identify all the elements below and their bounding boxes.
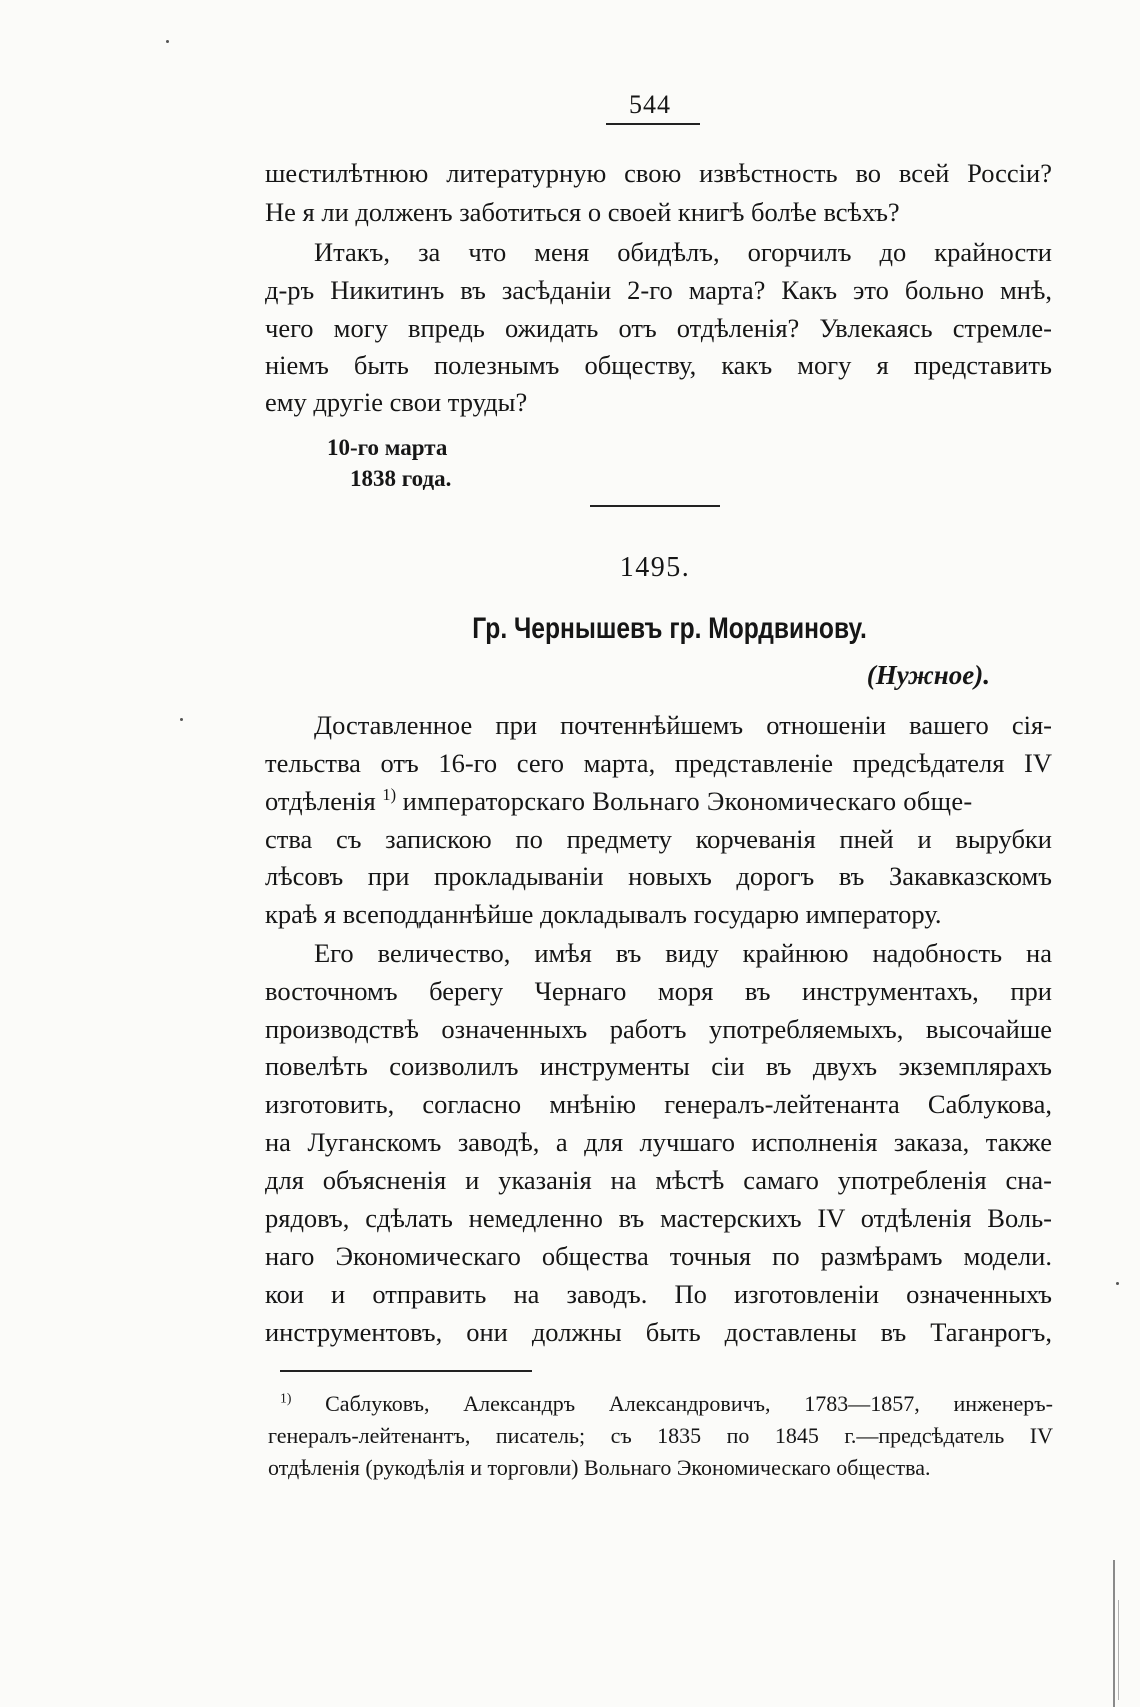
text-line: тельства отъ 16-го сего марта, представленіе предсѣдателя IV [265,748,1052,778]
footnote-text: Саблуковъ, Александръ Александровичъ, 1783—1857, инженеръ- [325,1391,1053,1416]
text-line-with-footnote [265,783,1052,819]
text-line: производствѣ означенныхъ работъ употребляемыхъ, высочайше [265,1014,1052,1044]
text-line: краѣ я всеподданнѣйше докладывалъ государю императору. [265,899,942,929]
scan-speck [180,718,183,721]
text-fragment: отдѣленія [265,786,376,816]
document-subheading: (Нужное). [866,660,990,690]
footnote-line: отдѣленія (рукодѣлія и торговли) Вольнаго Экономическаго общества. [268,1455,931,1480]
text-line: чего могу впредь ожидать отъ отдѣленія? Увлекаясь стремле- [265,313,1052,343]
page-number: 544 [629,90,671,119]
text-line: Его величество, имѣя въ виду крайнюю надобность на [314,938,1052,968]
text-line: ства съ запискою по предмету корчеванія пней и вырубки [265,824,1052,854]
text-line: на Луганскомъ заводѣ, а для лучшаго исполненія заказа, также [265,1127,1052,1157]
page-number-rule [606,123,700,125]
text-line: рядовъ, сдѣлать немедленно въ мастерскихъ IV отдѣленія Воль- [265,1203,1052,1233]
document-number: 1495. [619,552,691,583]
text-line: инструментовъ, они должны быть доставлены въ Таганрогъ, [265,1317,1052,1347]
scan-edge-line [1118,1600,1119,1700]
text-line: изготовить, согласно мнѣнію генералъ-лейтенанта Саблукова, [265,1089,1052,1119]
document-heading: Гр. Чернышевъ гр. Мордвинову. [472,612,867,645]
footnote-line: генералъ-лейтенантъ, писатель; съ 1835 по 1845 г.—предсѣдатель IV [268,1423,1053,1448]
letter-date-day: 10-го марта [327,435,448,460]
text-fragment: императорскаго Вольнаго Экономическаго обще- [402,786,973,816]
footnote-reference[interactable]: 1) [382,785,397,805]
text-line: для объясненія и указанія на мѣстѣ самаго употребленія сна- [265,1165,1052,1195]
text-line: ему другіе свои труды? [265,387,528,417]
text-line: Не я ли долженъ заботиться о своей книгѣ болѣе всѣхъ? [265,197,900,227]
text-line: восточномъ берегу Чернаго моря въ инструментахъ, при [265,976,1052,1006]
scan-edge-line [1113,1560,1115,1707]
text-line: д-ръ Никитинъ въ засѣданіи 2-го марта? Какъ это больно мнѣ, [265,275,1052,305]
text-line: лѣсовъ при прокладываніи новыхъ дорогъ въ Закавказскомъ [265,861,1052,891]
scan-speck [1116,1282,1119,1285]
text-line: кои и отправить на заводъ. По изготовленіи означенныхъ [265,1279,1052,1309]
text-line: шестилѣтнюю литературную свою извѣстность во всей Россіи? [265,158,1052,188]
text-line: повелѣть соизволилъ инструменты сіи въ двухъ экземплярахъ [265,1051,1052,1081]
text-line: Итакъ, за что меня обидѣлъ, огорчилъ до крайности [314,237,1052,267]
section-divider [590,505,720,507]
letter-date-year: 1838 года. [350,466,452,491]
footnote-rule [280,1370,532,1372]
footnote-marker: 1) [280,1390,292,1406]
footnote-line [280,1389,1053,1419]
text-line: Доставленное при почтеннѣйшемъ отношеніи вашего сія- [314,710,1052,740]
text-line: ніемъ быть полезнымъ обществу, какъ могу я представить [265,350,1052,380]
scan-speck [166,40,169,43]
text-line: наго Экономическаго общества точныя по размѣрамъ модели. [265,1241,1052,1271]
